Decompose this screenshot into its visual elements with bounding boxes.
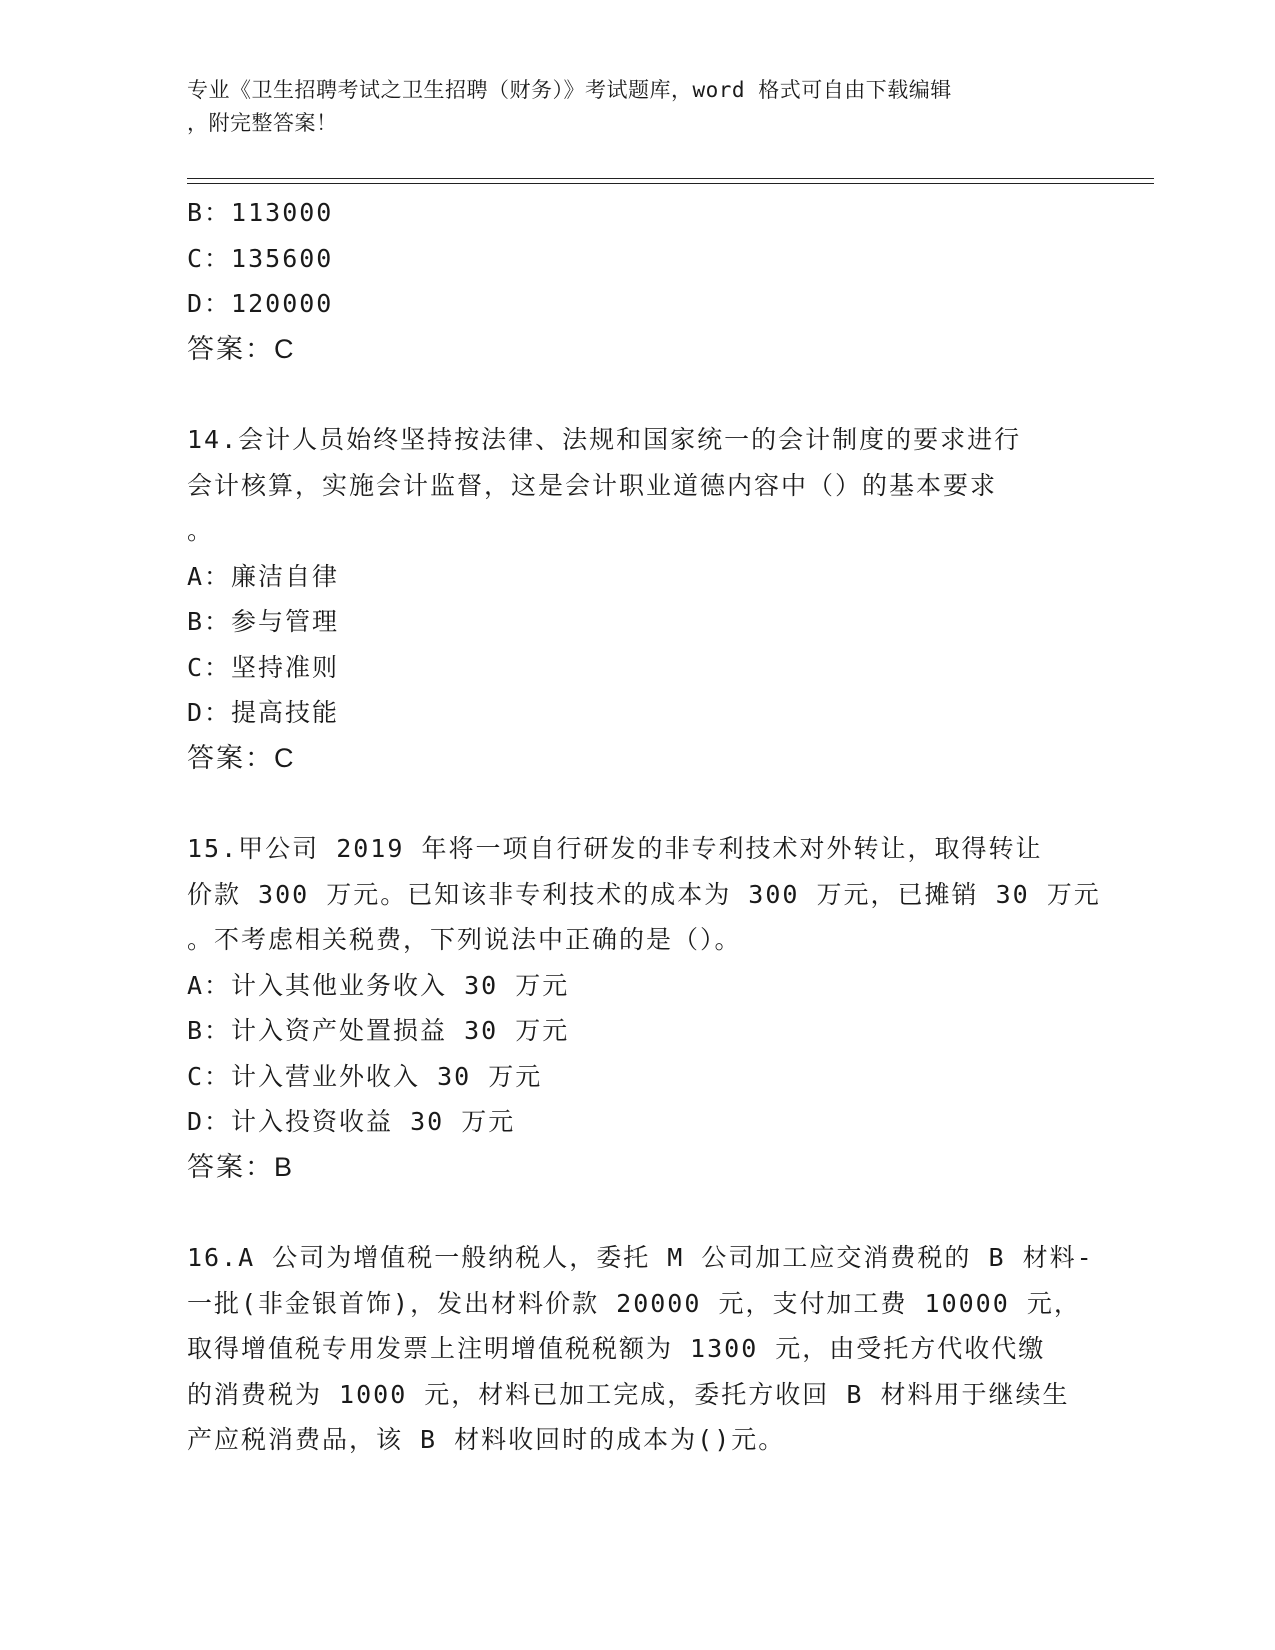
question-16 — [187, 1235, 1094, 1463]
question-content — [187, 190, 1101, 1463]
option-c: C：135600 — [187, 243, 334, 273]
option-c: C：计入营业外收入 30 万元 — [187, 1061, 543, 1091]
option-b: B：计入资产处置损益 30 万元 — [187, 1016, 570, 1045]
question-text-line: 的消费税为 1000 元，材料已加工完成，委托方收回 B 材料用于继续生 — [187, 1379, 1070, 1409]
answer: 答案：C — [187, 333, 296, 364]
option-d: D：120000 — [187, 289, 334, 318]
question-text-line: 一批(非金银首饰)，发出材料价款 20000 元，支付加工费 10000 元， — [187, 1288, 1081, 1318]
header-divider-top — [187, 178, 1154, 179]
question-text-line: 14.会计人员始终坚持按法律、法规和国家统一的会计制度的要求进行 — [187, 425, 1022, 454]
option-d: D：提高技能 — [187, 698, 340, 727]
document-header — [187, 74, 1067, 140]
answer: 答案：C — [187, 742, 296, 773]
header-line-2: ，附完整答案！ — [187, 111, 338, 135]
question-13-tail — [187, 190, 1087, 372]
header-line-1: 专业《卫生招聘考试之卫生招聘（财务）》考试题库，word 格式可自由下载编辑 — [187, 78, 952, 102]
question-15 — [187, 826, 1101, 1190]
option-c: C：坚持准则 — [187, 652, 340, 682]
option-d: D：计入投资收益 30 万元 — [187, 1107, 516, 1136]
header-divider-bottom — [187, 183, 1154, 184]
option-a: A：计入其他业务收入 30 万元 — [187, 970, 570, 1000]
question-text-line: 16.A 公司为增值税一般纳税人，委托 M 公司加工应交消费税的 B 材料- — [187, 1243, 1094, 1272]
spacer — [187, 372, 1087, 417]
question-14 — [187, 417, 1087, 781]
question-text-line: 。 — [187, 516, 215, 545]
option-b: B：113000 — [187, 198, 334, 227]
question-text-line: 。不考虑相关税费，下列说法中正确的是（）。 — [187, 925, 742, 954]
question-text-line: 取得增值税专用发票上注明增值税税额为 1300 元，由受托方代收代缴 — [187, 1334, 1046, 1363]
question-text-line: 产应税消费品，该 B 材料收回时的成本为()元。 — [187, 1425, 786, 1454]
question-text-line: 价款 300 万元。已知该非专利技术的成本为 300 万元，已摊销 30 万元 — [187, 879, 1101, 909]
question-text-line: 会计核算，实施会计监督，这是会计职业道德内容中（）的基本要求 — [187, 470, 998, 500]
question-text-line: 15.甲公司 2019 年将一项自行研发的非专利技术对外转让，取得转让 — [187, 834, 1043, 863]
option-b: B：参与管理 — [187, 607, 340, 636]
option-a: A：廉洁自律 — [187, 561, 340, 591]
spacer — [187, 781, 1087, 826]
spacer — [187, 1190, 1087, 1235]
answer: 答案：B — [187, 1151, 295, 1182]
